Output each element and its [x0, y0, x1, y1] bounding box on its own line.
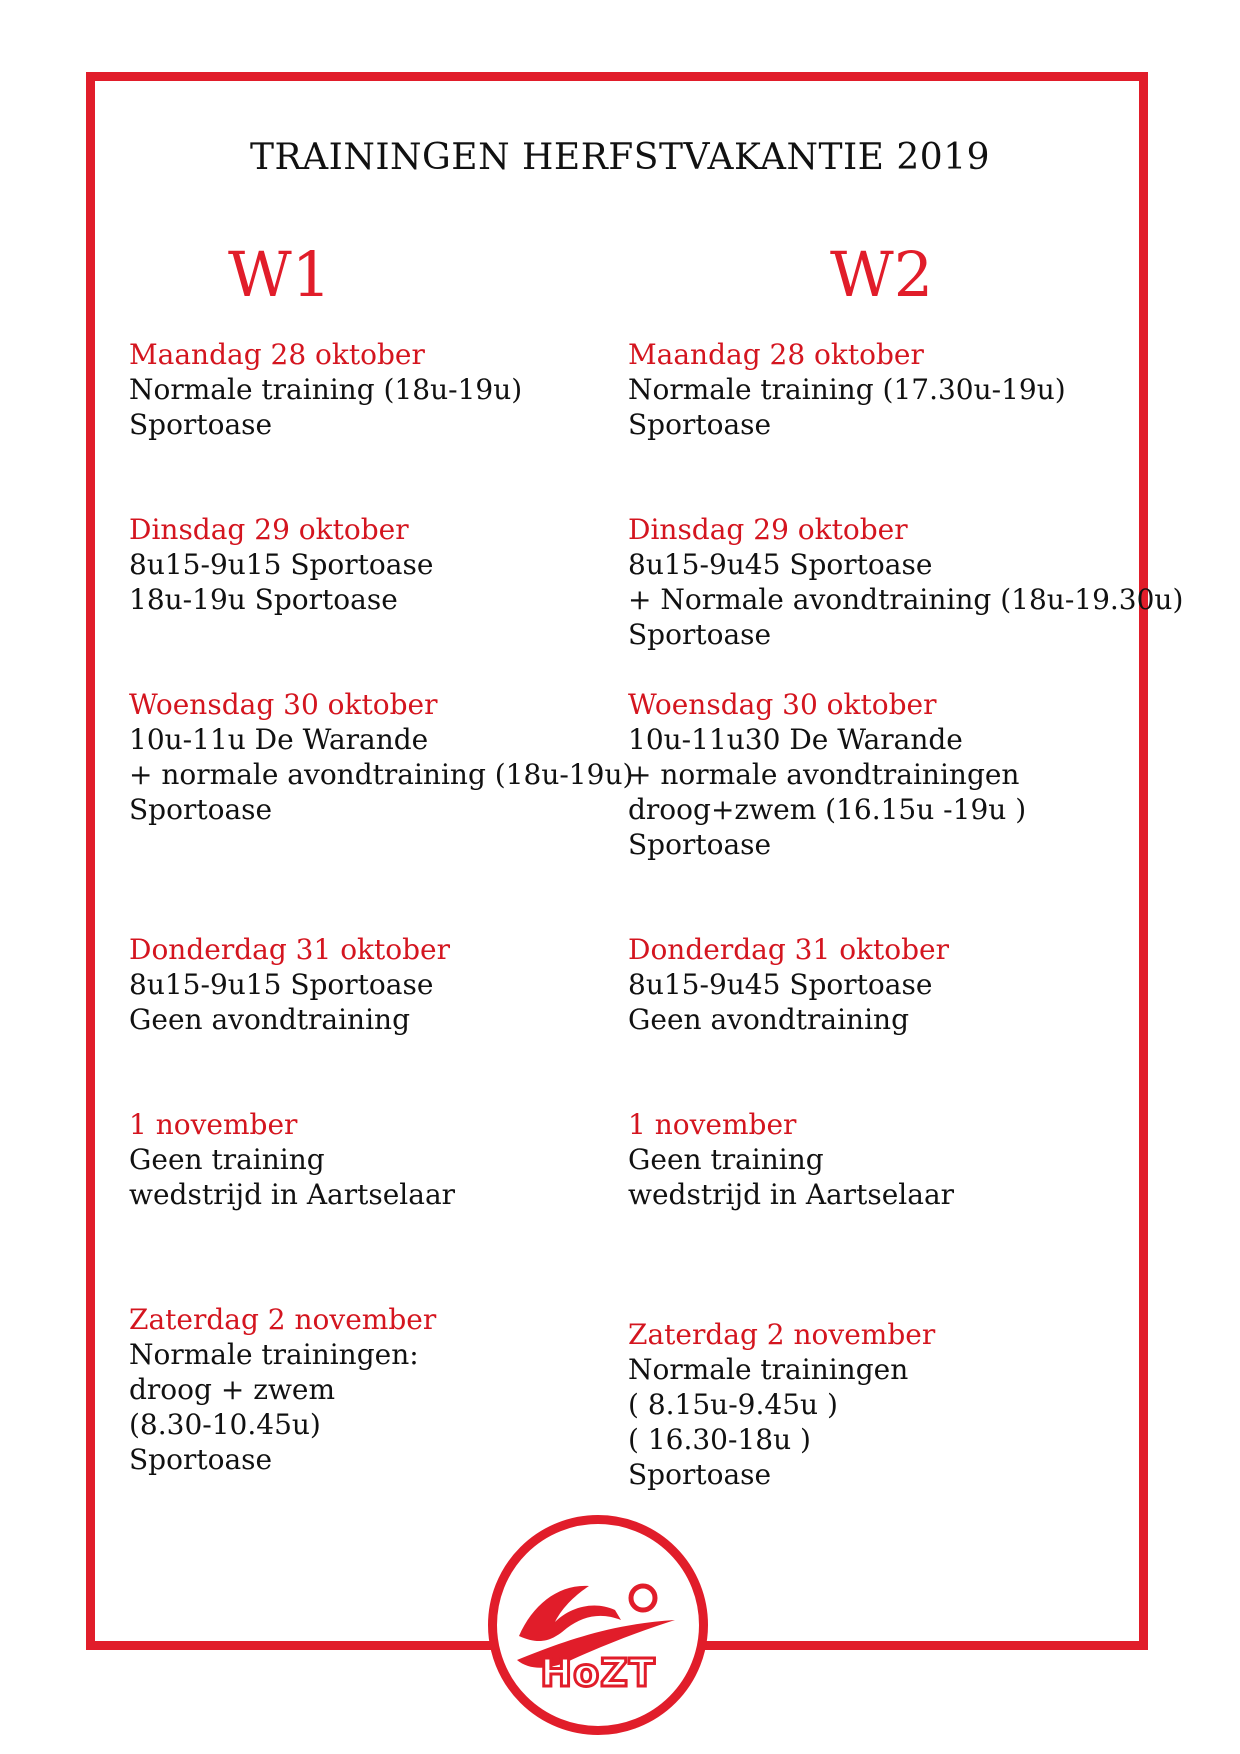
w2-entry-thursday	[628, 932, 1148, 1037]
entry-line: Sportoase	[628, 408, 772, 441]
w1-entry-friday	[129, 1107, 649, 1212]
entry-line: Geen training	[628, 1143, 824, 1176]
entry-line: 10u-11u30 De Warande	[628, 723, 963, 756]
w1-entry-wednesday	[129, 687, 649, 827]
entry-line: Normale trainingen:	[129, 1338, 419, 1371]
entry-line: Geen avondtraining	[129, 1003, 410, 1036]
entry-line: Normale training (18u-19u)	[129, 373, 523, 406]
day-heading: Dinsdag 29 oktober	[628, 513, 908, 546]
day-heading: Dinsdag 29 oktober	[129, 513, 409, 546]
day-heading: Maandag 28 oktober	[129, 338, 425, 371]
svg-text:HoZT: HoZT	[540, 1651, 656, 1695]
entry-line: Normale trainingen	[628, 1353, 909, 1386]
entry-line: + normale avondtraining (18u-19u)	[129, 758, 634, 791]
swimmer-icon	[497, 1524, 699, 1726]
entry-line: 8u15-9u15 Sportoase	[129, 968, 434, 1001]
w2-entry-wednesday	[628, 687, 1148, 862]
day-heading: Zaterdag 2 november	[129, 1303, 437, 1336]
w1-entry-thursday	[129, 932, 649, 1037]
w2-entry-tuesday	[628, 512, 1184, 652]
entry-line: Sportoase	[129, 793, 273, 826]
day-heading: Woensdag 30 oktober	[628, 688, 937, 721]
week-1-heading: W1	[228, 238, 332, 311]
w1-entry-tuesday	[129, 512, 649, 617]
entry-line: 18u-19u Sportoase	[129, 583, 398, 616]
day-heading: 1 november	[129, 1108, 298, 1141]
club-logo	[488, 1515, 708, 1735]
day-heading: Woensdag 30 oktober	[129, 688, 438, 721]
entry-line: Sportoase	[628, 1458, 772, 1491]
entry-line: ( 16.30-18u )	[628, 1423, 811, 1456]
day-heading: Donderdag 31 oktober	[628, 933, 950, 966]
entry-line: droog+zwem (16.15u -19u )	[628, 793, 1027, 826]
w2-entry-saturday	[628, 1317, 1148, 1492]
entry-line: Sportoase	[129, 408, 273, 441]
entry-line: Normale training (17.30u-19u)	[628, 373, 1066, 406]
week-2-heading: W2	[830, 238, 934, 311]
entry-line: droog + zwem	[129, 1373, 336, 1406]
page-title: TRAININGEN HERFSTVAKANTIE 2019	[249, 137, 991, 178]
entry-line: Sportoase	[628, 618, 772, 651]
entry-line: 8u15-9u15 Sportoase	[129, 548, 434, 581]
entry-line: Geen training	[129, 1143, 325, 1176]
entry-line: 8u15-9u45 Sportoase	[628, 968, 933, 1001]
w1-entry-monday	[129, 337, 649, 442]
entry-line: ( 8.15u-9.45u )	[628, 1388, 838, 1421]
day-heading: 1 november	[628, 1108, 797, 1141]
day-heading: Zaterdag 2 november	[628, 1318, 936, 1351]
entry-line: Sportoase	[628, 828, 772, 861]
entry-line: wedstrijd in Aartselaar	[129, 1178, 456, 1211]
entry-line: wedstrijd in Aartselaar	[628, 1178, 955, 1211]
entry-line: Sportoase	[129, 1443, 273, 1476]
w2-entry-monday	[628, 337, 1148, 442]
day-heading: Maandag 28 oktober	[628, 338, 924, 371]
entry-line: 10u-11u De Warande	[129, 723, 429, 756]
entry-line: Geen avondtraining	[628, 1003, 909, 1036]
day-heading: Donderdag 31 oktober	[129, 933, 451, 966]
entry-line: 8u15-9u45 Sportoase	[628, 548, 933, 581]
entry-line: + Normale avondtraining (18u-19.30u)	[628, 583, 1184, 616]
entry-line: + normale avondtrainingen	[628, 758, 1020, 791]
w1-entry-saturday	[129, 1302, 649, 1477]
w2-entry-friday	[628, 1107, 1148, 1212]
entry-line: (8.30-10.45u)	[129, 1408, 321, 1441]
